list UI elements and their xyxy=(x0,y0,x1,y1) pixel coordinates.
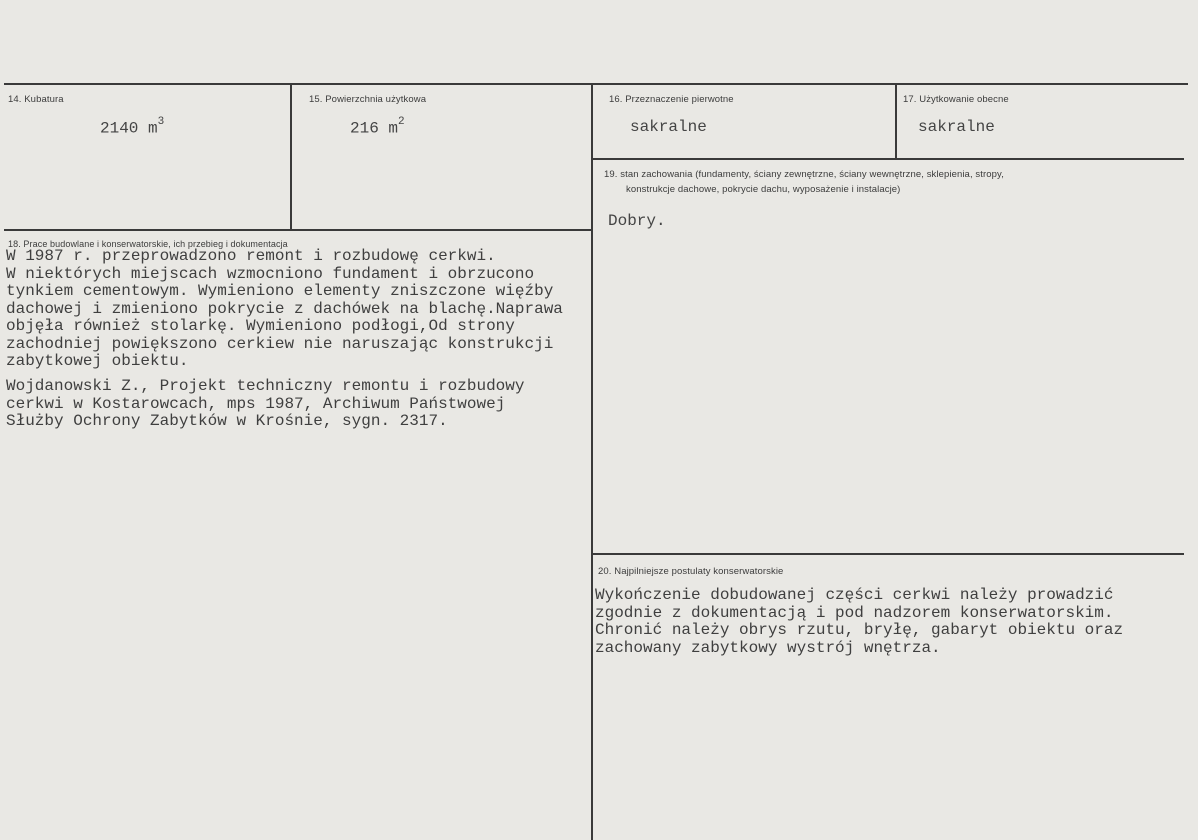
rule-19-bottom xyxy=(592,553,1184,555)
powierzchnia-unit-exponent: 2 xyxy=(398,116,405,128)
stan-label-line1: 19. stan zachowania (fundamenty, ściany zewnętrzne, ściany wewnętrzne, sklepienia, stropy, xyxy=(604,169,1004,180)
rule-row1-bottom xyxy=(4,229,592,231)
prace-label: 18. Prace budowlane i konserwatorskie, ich przebieg i dokumentacja xyxy=(8,239,288,249)
postulaty-label: 20. Najpilniejsze postulaty konserwatorskie xyxy=(598,566,784,577)
kubatura-unit-exponent: 3 xyxy=(157,116,165,128)
stan-label-line2: konstrukcje dachowe, pokrycie dachu, wyposażenie i instalacje) xyxy=(626,184,901,195)
rule-right-row1-bottom xyxy=(592,158,1184,160)
przeznaczenie-label: 16. Przeznaczenie pierwotne xyxy=(609,94,734,105)
divider-16-17 xyxy=(895,84,897,158)
stan-value: Dobry. xyxy=(608,212,666,230)
uzytkowanie-value: sakralne xyxy=(918,118,995,136)
powierzchnia-number: 216 m xyxy=(350,119,399,138)
uzytkowanie-label: 17. Użytkowanie obecne xyxy=(903,94,1009,105)
prace-text: W 1987 r. przeprowadzono remont i rozbudowę cerkwi. W niektórych miejscach wzmocniono fundament i obrzucono tynkiem cementowym. Wymieniono elementy zniszczone więźby dachowej i zmieniono pokrycie z dachówek na blachę.Naprawa objęła również stolarkę. Wymieniono podłogi,Od strony zachodniej powiększono cerkiew nie naruszając konstrukcji zabytkowej obiektu. xyxy=(6,247,563,370)
kubatura-label: 14. Kubatura xyxy=(8,94,64,105)
postulaty-text: Wykończenie dobudowanej części cerkwi należy prowadzić zgodnie z dokumentacją i pod nadzorem konserwatorskim. Chronić należy obrys rzutu, bryłę, gabaryt obiektu oraz zachowany zabytkowy wystrój wnętrza. xyxy=(595,586,1124,657)
przeznaczenie-value: sakralne xyxy=(630,118,707,136)
kubatura-value xyxy=(100,118,164,137)
top-rule xyxy=(4,83,1188,85)
divider-center xyxy=(591,84,593,840)
powierzchnia-value xyxy=(350,118,405,137)
powierzchnia-label: 15. Powierzchnia użytkowa xyxy=(309,94,427,105)
divider-14-15 xyxy=(290,84,292,230)
prace-bibliography: Wojdanowski Z., Projekt techniczny remontu i rozbudowy cerkwi w Kostarowcach, mps 1987, Archiwum Państwowej Służby Ochrony Zabytków w Krośnie, sygn. 2317. xyxy=(6,377,525,430)
kubatura-number: 2140 m xyxy=(100,119,158,138)
